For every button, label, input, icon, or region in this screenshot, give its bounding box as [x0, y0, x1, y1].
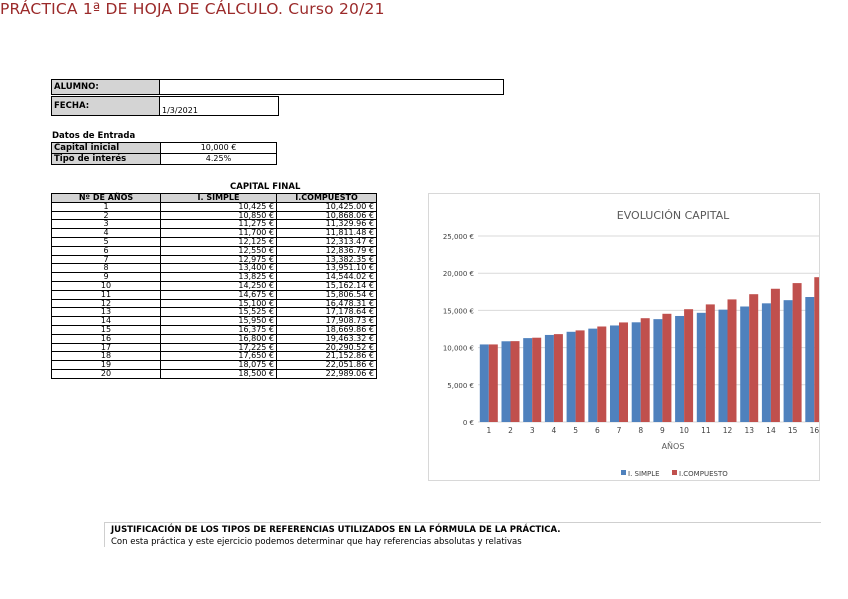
- x-tick-label: 10: [679, 426, 689, 435]
- bar-compuesto: [684, 309, 693, 422]
- cell-anos[interactable]: 8: [52, 264, 161, 273]
- capital-evolution-chart: [429, 194, 819, 480]
- bar-compuesto: [597, 326, 606, 422]
- bar-compuesto: [814, 277, 819, 422]
- table-row: [52, 369, 377, 378]
- bar-simple: [675, 316, 684, 422]
- bar-simple: [632, 322, 641, 422]
- bar-compuesto: [619, 322, 628, 422]
- bar-simple: [719, 310, 728, 422]
- table-row: [52, 334, 377, 343]
- legend-swatch-simple: [621, 470, 626, 475]
- cell-simple[interactable]: 13,400 €: [161, 264, 277, 273]
- chart-title: EVOLUCIÓN CAPITAL: [616, 209, 730, 222]
- y-tick-label: 5,000 €: [447, 381, 474, 390]
- header-compuesto: I.COMPUESTO: [277, 194, 377, 203]
- y-tick-label: 0 €: [462, 419, 474, 427]
- cell-compuesto[interactable]: 19,463.32 €: [277, 334, 377, 343]
- table-row: [52, 290, 377, 299]
- page-title: PRÁCTICA 1ª DE HOJA DE CÁLCULO. Curso 20/21: [0, 0, 385, 18]
- bar-compuesto: [662, 314, 671, 422]
- x-tick-label: 1: [486, 426, 492, 435]
- bar-simple: [805, 297, 814, 422]
- bar-compuesto: [576, 330, 585, 422]
- cell-compuesto[interactable]: 11,811.48 €: [277, 229, 377, 238]
- table-row: [52, 143, 277, 154]
- cell-simple[interactable]: 16,800 €: [161, 334, 277, 343]
- cell-anos[interactable]: 6: [52, 246, 161, 255]
- cell-compuesto[interactable]: 14,544.02 €: [277, 273, 377, 282]
- cell-compuesto[interactable]: 12,836.79 €: [277, 246, 377, 255]
- cell-simple[interactable]: 14,250 €: [161, 281, 277, 290]
- x-tick-label: 15: [787, 426, 798, 435]
- cell-anos[interactable]: 10: [52, 281, 161, 290]
- cell-compuesto[interactable]: 21,152.86 €: [277, 352, 377, 361]
- header-anos: Nº DE AÑOS: [52, 194, 161, 203]
- cell-simple[interactable]: 15,525 €: [161, 308, 277, 317]
- cell-anos[interactable]: 7: [52, 255, 161, 264]
- bar-simple: [653, 319, 662, 422]
- alumno-label: ALUMNO:: [51, 79, 160, 95]
- datos-entrada-table: [51, 142, 277, 165]
- x-tick-label: 3: [529, 426, 535, 435]
- x-tick-label: 7: [616, 426, 622, 435]
- legend-label-compuesto: I.COMPUESTO: [679, 470, 728, 478]
- cell-simple[interactable]: 15,950 €: [161, 317, 277, 326]
- cell-anos[interactable]: 9: [52, 273, 161, 282]
- table-row: [52, 237, 377, 246]
- cell-simple[interactable]: 12,975 €: [161, 255, 277, 264]
- cell-simple[interactable]: 13,825 €: [161, 273, 277, 282]
- cell-anos[interactable]: 20: [52, 369, 161, 378]
- justification-box[interactable]: [104, 522, 821, 547]
- cell-simple[interactable]: 12,125 €: [161, 237, 277, 246]
- cell-compuesto[interactable]: 10,425.00 €: [277, 202, 377, 211]
- cell-anos[interactable]: 3: [52, 220, 161, 229]
- x-tick-label: 8: [638, 426, 644, 435]
- bar-compuesto: [511, 341, 520, 422]
- capital-label: Capital inicial: [52, 143, 161, 154]
- cell-compuesto[interactable]: 13,951.10 €: [277, 264, 377, 273]
- cell-simple[interactable]: 10,425 €: [161, 202, 277, 211]
- bar-simple: [588, 329, 597, 422]
- justification-text: Con esta práctica y este ejercicio podemos determinar que hay referencias absolutas y relativas: [111, 537, 522, 547]
- table-row: [52, 154, 277, 165]
- cell-anos[interactable]: 2: [52, 211, 161, 220]
- alumno-input[interactable]: [159, 79, 504, 95]
- legend-swatch-compuesto: [672, 470, 677, 475]
- bar-simple: [697, 313, 706, 422]
- cell-anos[interactable]: 17: [52, 343, 161, 352]
- bar-compuesto: [532, 338, 541, 422]
- cell-simple[interactable]: 17,650 €: [161, 352, 277, 361]
- y-tick-label: 10,000 €: [442, 344, 474, 353]
- x-tick-label: 5: [573, 426, 579, 435]
- cell-anos[interactable]: 16: [52, 334, 161, 343]
- cell-anos[interactable]: 18: [52, 352, 161, 361]
- bar-simple: [502, 341, 511, 422]
- cell-compuesto[interactable]: 17,178.64 €: [277, 308, 377, 317]
- capital-value[interactable]: 10,000 €: [161, 143, 277, 154]
- cell-anos[interactable]: 12: [52, 299, 161, 308]
- cell-compuesto[interactable]: 15,806.54 €: [277, 290, 377, 299]
- bar-simple: [740, 306, 749, 422]
- cell-compuesto[interactable]: 13,382.35 €: [277, 255, 377, 264]
- cell-simple[interactable]: 18,075 €: [161, 361, 277, 370]
- cell-anos[interactable]: 1: [52, 202, 161, 211]
- cell-anos[interactable]: 19: [52, 361, 161, 370]
- cell-anos[interactable]: 13: [52, 308, 161, 317]
- datos-heading: Datos de Entrada: [52, 131, 136, 141]
- justification-title: JUSTIFICACIÓN DE LOS TIPOS DE REFERENCIAS UTILIZADOS EN LA FÓRMULA DE LA PRÁCTICA.: [111, 525, 561, 535]
- y-tick-label: 15,000 €: [442, 307, 474, 316]
- bar-simple: [480, 344, 489, 422]
- y-tick-label: 25,000 €: [442, 233, 474, 241]
- cell-simple[interactable]: 17,225 €: [161, 343, 277, 352]
- cell-anos[interactable]: 4: [52, 229, 161, 238]
- fecha-label: FECHA:: [51, 96, 160, 116]
- bar-compuesto: [793, 283, 802, 422]
- table-row: [52, 246, 377, 255]
- table-row: [52, 281, 377, 290]
- cell-simple[interactable]: 15,100 €: [161, 299, 277, 308]
- cell-anos[interactable]: 14: [52, 317, 161, 326]
- bar-compuesto: [641, 318, 650, 422]
- table-caption: CAPITAL FINAL: [230, 182, 301, 192]
- cell-compuesto[interactable]: 17,908.73 €: [277, 317, 377, 326]
- cell-compuesto[interactable]: 15,162.14 €: [277, 281, 377, 290]
- y-tick-label: 20,000 €: [442, 270, 474, 279]
- bar-simple: [545, 335, 554, 422]
- fecha-value: 1/3/2021: [162, 106, 198, 115]
- x-tick-label: 16: [809, 426, 819, 435]
- x-tick-label: 12: [722, 426, 733, 435]
- bar-compuesto: [771, 289, 780, 422]
- x-tick-label: 2: [508, 426, 513, 435]
- cell-compuesto[interactable]: 11,329.96 €: [277, 220, 377, 229]
- cell-compuesto[interactable]: 20,290.52 €: [277, 343, 377, 352]
- cell-compuesto[interactable]: 22,989.06 €: [277, 369, 377, 378]
- cell-simple[interactable]: 12,550 €: [161, 246, 277, 255]
- bar-simple: [523, 338, 532, 422]
- table-header-row: [52, 194, 377, 203]
- x-tick-label: 11: [701, 426, 711, 435]
- bar-compuesto: [749, 294, 758, 422]
- cell-compuesto[interactable]: 16,478.31 €: [277, 299, 377, 308]
- bar-simple: [784, 300, 793, 422]
- x-tick-label: 4: [551, 426, 557, 435]
- bar-compuesto: [728, 299, 737, 422]
- bar-compuesto: [706, 304, 715, 422]
- bar-compuesto: [489, 344, 498, 422]
- bar-simple: [610, 325, 619, 422]
- table-row: [52, 202, 377, 211]
- fecha-input[interactable]: [159, 96, 279, 116]
- table-row: [52, 325, 377, 334]
- x-axis-label: AÑOS: [661, 442, 685, 451]
- x-tick-label: 9: [660, 426, 665, 435]
- cell-anos[interactable]: 15: [52, 325, 161, 334]
- cell-simple[interactable]: 11,700 €: [161, 229, 277, 238]
- x-tick-label: 13: [744, 426, 755, 435]
- cell-compuesto[interactable]: 10,868.06 €: [277, 211, 377, 220]
- cell-simple[interactable]: 16,375 €: [161, 325, 277, 334]
- cell-compuesto[interactable]: 12,313.47 €: [277, 237, 377, 246]
- x-tick-label: 14: [766, 426, 776, 435]
- legend-label-simple: I. SIMPLE: [628, 470, 660, 478]
- bar-compuesto: [554, 334, 563, 422]
- cell-compuesto[interactable]: 22,051.86 €: [277, 361, 377, 370]
- interes-label: Tipo de interés: [52, 154, 161, 165]
- cell-anos[interactable]: 5: [52, 237, 161, 246]
- cell-simple[interactable]: 18,500 €: [161, 369, 277, 378]
- capital-final-table: [51, 193, 377, 379]
- bar-simple: [567, 332, 576, 422]
- cell-anos[interactable]: 11: [52, 290, 161, 299]
- header-simple: I. SIMPLE: [161, 194, 277, 203]
- cell-simple[interactable]: 14,675 €: [161, 290, 277, 299]
- x-tick-label: 6: [594, 426, 600, 435]
- bar-simple: [762, 303, 771, 422]
- cell-compuesto[interactable]: 18,669.86 €: [277, 325, 377, 334]
- chart-container[interactable]: [428, 193, 820, 481]
- cell-simple[interactable]: 11,275 €: [161, 220, 277, 229]
- cell-simple[interactable]: 10,850 €: [161, 211, 277, 220]
- interes-value[interactable]: 4.25%: [161, 154, 277, 165]
